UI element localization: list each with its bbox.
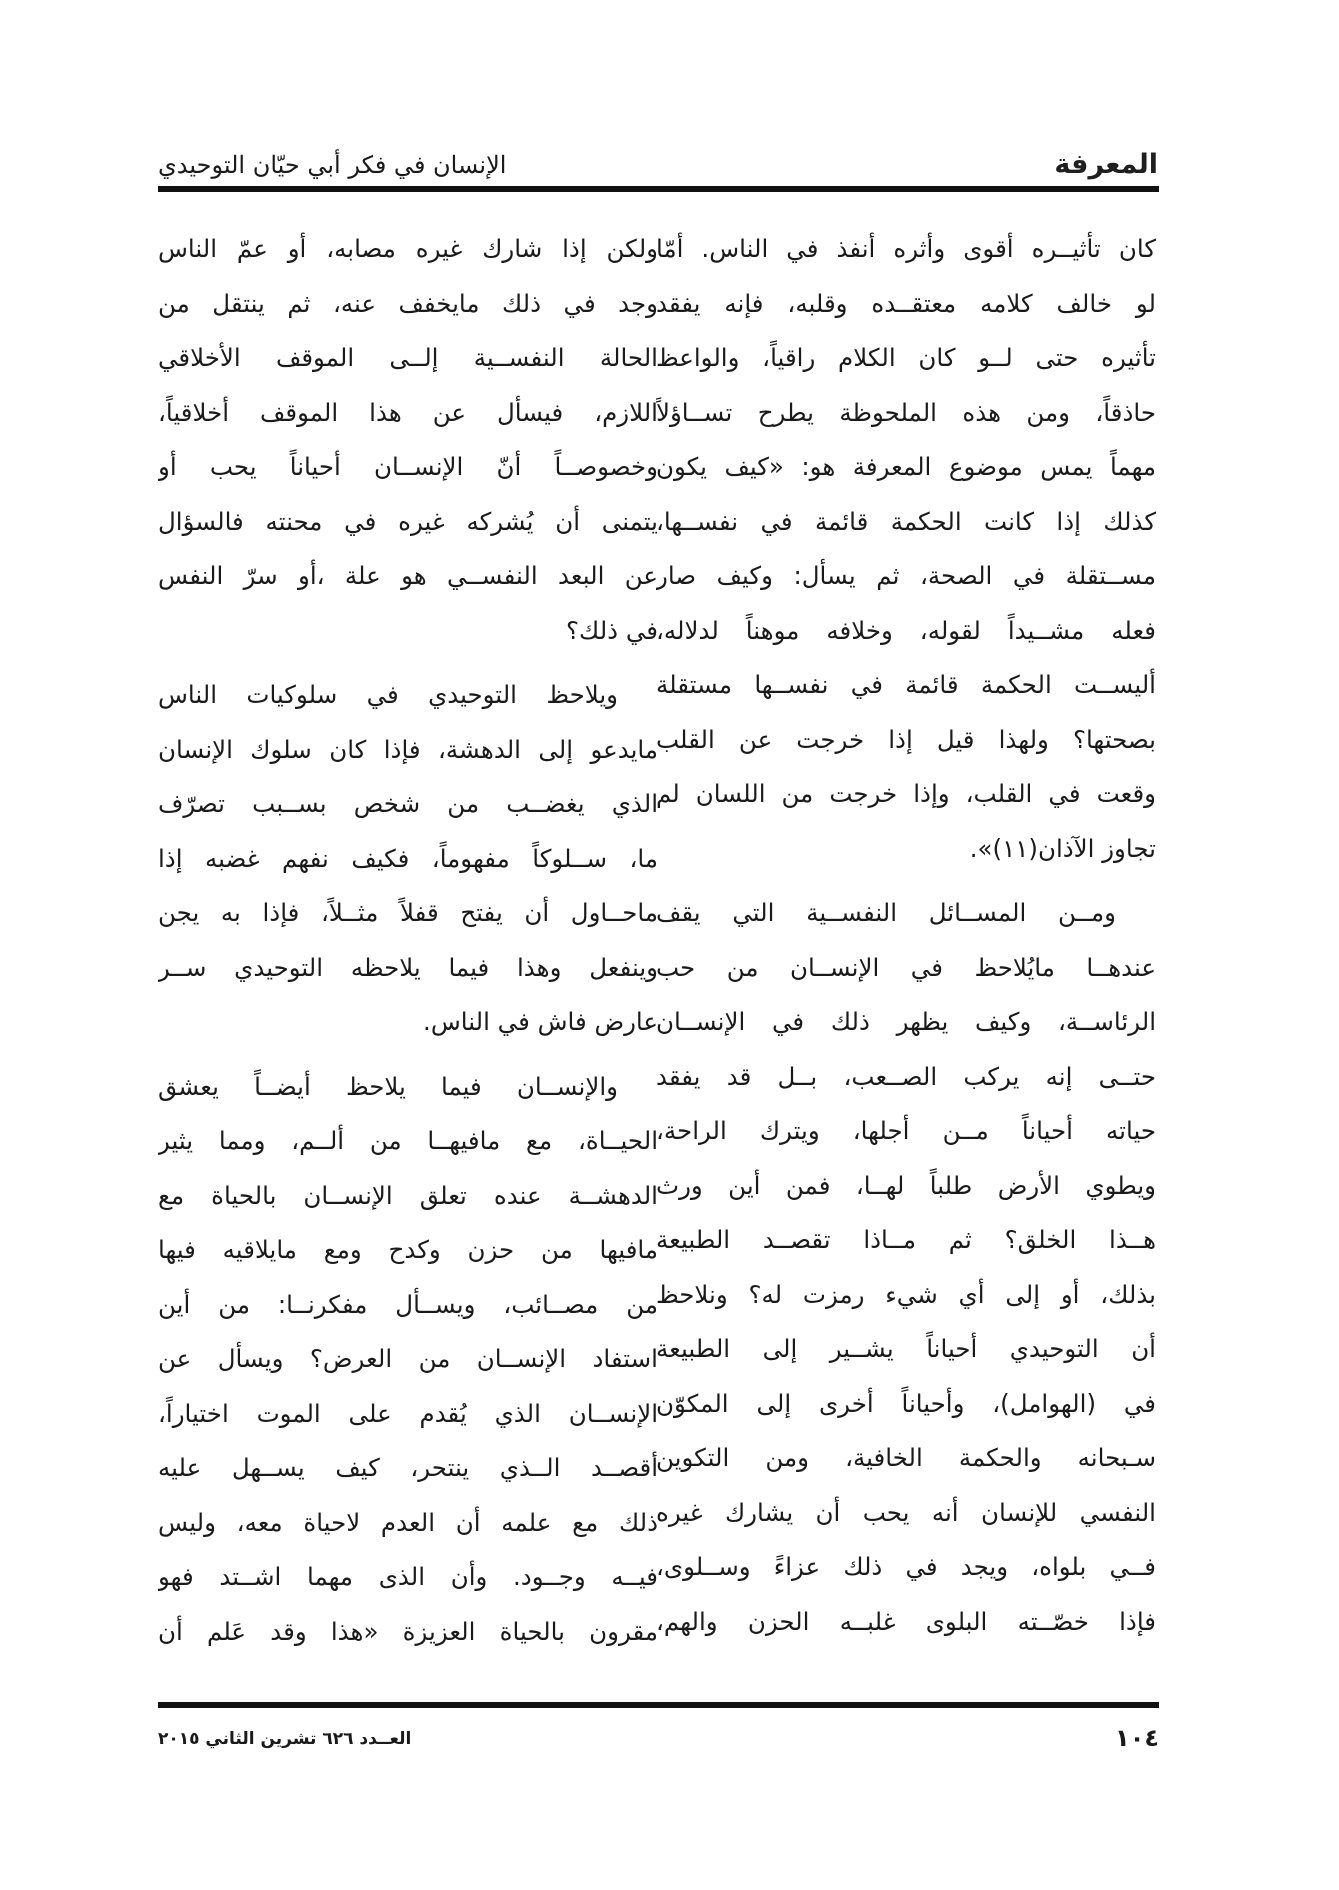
text-line: الرئاســة، وكيف يظهر ذلك في الإنســان [656,1007,1156,1036]
text-line: حتــى إنه يركب الصــعب، بــل قد يفقد [656,1061,1156,1091]
text-line: ماحــاول أن يفتح قفلاً مثــلاً، فإذا به يجن [158,898,658,927]
text-line: اللازم، فيسأل عن هذا الموقف أخلاقياً، [158,397,658,427]
text-line: هــذا الخلق؟ ثم مــاذا تقصــد الطبيعة [656,1225,1156,1254]
paragraph-gap [158,1050,658,1060]
text-line: مقرون بالحياة العزيزة «هذا وقد عَلم أن [158,1616,658,1646]
text-line: مهماً يمس موضوع المعرفة هو: «كيف يكون [656,452,1156,481]
text-line: ويلاحظ التوحيدي في سلوكيات الناس [158,680,618,709]
text-line: الحيــاة، مع مافيهــا من ألــم، ومما يثير [158,1126,658,1155]
text-line: ولكن إذا شارك غيره مصابه، أو عمّ الناس [158,234,658,263]
text-line: وخصوصــاً أنّ الإنســان أحياناً يحب أو [158,452,658,481]
text-line: والإنســان فيما يلاحظ أيضــاً يعشق [158,1071,618,1101]
text-line: وينفعل وهذا فيما يلاحظه التوحيدي ســر [158,952,658,982]
text-column-right [656,222,1156,1692]
issue-info: العــدد ٦٢٦ تشرين الثاني ٢٠١٥ [158,1729,412,1749]
text-line: ومــن المســائل النفســية التي يقف [656,898,1116,927]
running-header [158,150,1158,180]
text-line: لو خالف كلامه معتقــده وقلبه، فإنه يفقد [656,288,1156,318]
text-line: سـبحانه والحكمة الخافية، ومن التكوين [656,1443,1156,1472]
paragraph-gap [158,658,658,668]
text-line: أن التوحيدي أحياناً يشــير إلى الطبيعة [656,1334,1156,1363]
text-line: فــي بلواه، ويجد في ذلك عزاءً وســلوى، [656,1552,1156,1581]
text-line: حياته أحياناً مــن أجلها، ويترك الراحة، [656,1116,1156,1145]
text-column-left [158,222,658,1692]
paragraph-gap [656,876,1156,886]
text-line: في (الهوامل)، وأحياناً أخرى إلى المكوّن [656,1388,1156,1418]
text-line: الذي يغضــب من شخص بســبب تصرّف [158,789,658,818]
text-line: أقصــد الــذي ينتحر، كيف يســهل عليه [158,1453,658,1482]
text-line: تجاوز الآذان(١١)». [969,833,1156,863]
text-line: فإذا خصّــته البلوى غلبــه الحزن والهم، [656,1606,1156,1636]
header-rule [158,186,1159,192]
text-line: استفاد الإنســان من العرض؟ ويسأل عن [158,1344,658,1373]
text-line: فيــه وجــود. وأن الذى مهما اشــتد فهو [158,1562,658,1591]
text-line: ما، ســلوكاً مفهوماً، فكيف نفهم غضبه إذا [158,843,658,873]
text-line: ويطوي الأرض طلباً لهــا، فمن أين ورث [656,1170,1156,1200]
text-line: بذلك، أو إلى أي شيء رمزت له؟ ونلاحظ [656,1279,1156,1309]
magazine-logo: المعرفة [1054,149,1158,180]
text-line: فعله مشــيداً لقوله، وخلافه موهناً لدلاله، [656,615,1156,645]
text-line: مافيها من حزن وكدح ومع مايلاقيه فيها [158,1235,658,1264]
page-number: ١٠٤ [1115,1724,1159,1752]
text-line: الإنســان الذي يُقدم على الموت اختياراً، [158,1398,658,1428]
text-line: الحالة النفســية إلــى الموقف الأخلاقي [158,343,658,372]
footer-rule [158,1702,1159,1708]
text-line: الدهشــة عنده تعلق الإنســان بالحياة مع [158,1180,658,1210]
text-line: تأثيره حتى لــو كان الكلام راقياً، والواعظ [656,343,1156,372]
text-line: وجد في ذلك مايخفف عنه، ثم ينتقل من [158,288,658,318]
text-line: عن البعد النفســي هو علة ،أو سرّ النفس [158,561,658,590]
text-line: عارض فاش في الناس. [423,1007,658,1036]
text-line: كان تأثيــره أقوى وأثره أنفذ في الناس. أمّا [656,234,1156,263]
text-line: كذلك إذا كانت الحكمة قائمة في نفســها، [656,506,1156,536]
text-line: مايدعو إلى الدهشة، فإذا كان سلوك الإنسان [158,734,658,764]
text-line: من مصــائب، ويســأل مفكرنــا: من أين [158,1289,658,1319]
text-line: وقعت في القلب، وإذا خرجت من اللسان لم [656,779,1156,808]
text-line: مســتقلة في الصحة، ثم يسأل: وكيف صار [656,561,1156,590]
text-line: في ذلك؟ [566,615,658,645]
text-line: حاذقاً، ومن هذه الملحوظة يطرح تســاؤلاً [656,397,1156,427]
text-line: أليســت الحكمة قائمة في نفســها مستقلة [656,670,1156,699]
article-title: الإنسان في فكر أبي حيّان التوحيدي [158,151,507,179]
text-line: بصحتها؟ ولهذا قيل إذا خرجت عن القلب [656,724,1156,754]
text-line: النفسي للإنسان أنه يحب أن يشارك غيره [656,1497,1156,1527]
text-line: ذلك مع علمه أن العدم لاحياة معه، وليس [158,1507,658,1537]
text-line: عندهــا مايُلاحظ في الإنســان من حب [656,952,1156,982]
text-line: يتمنى أن يُشركه غيره في محنته فالسؤال [158,506,658,536]
